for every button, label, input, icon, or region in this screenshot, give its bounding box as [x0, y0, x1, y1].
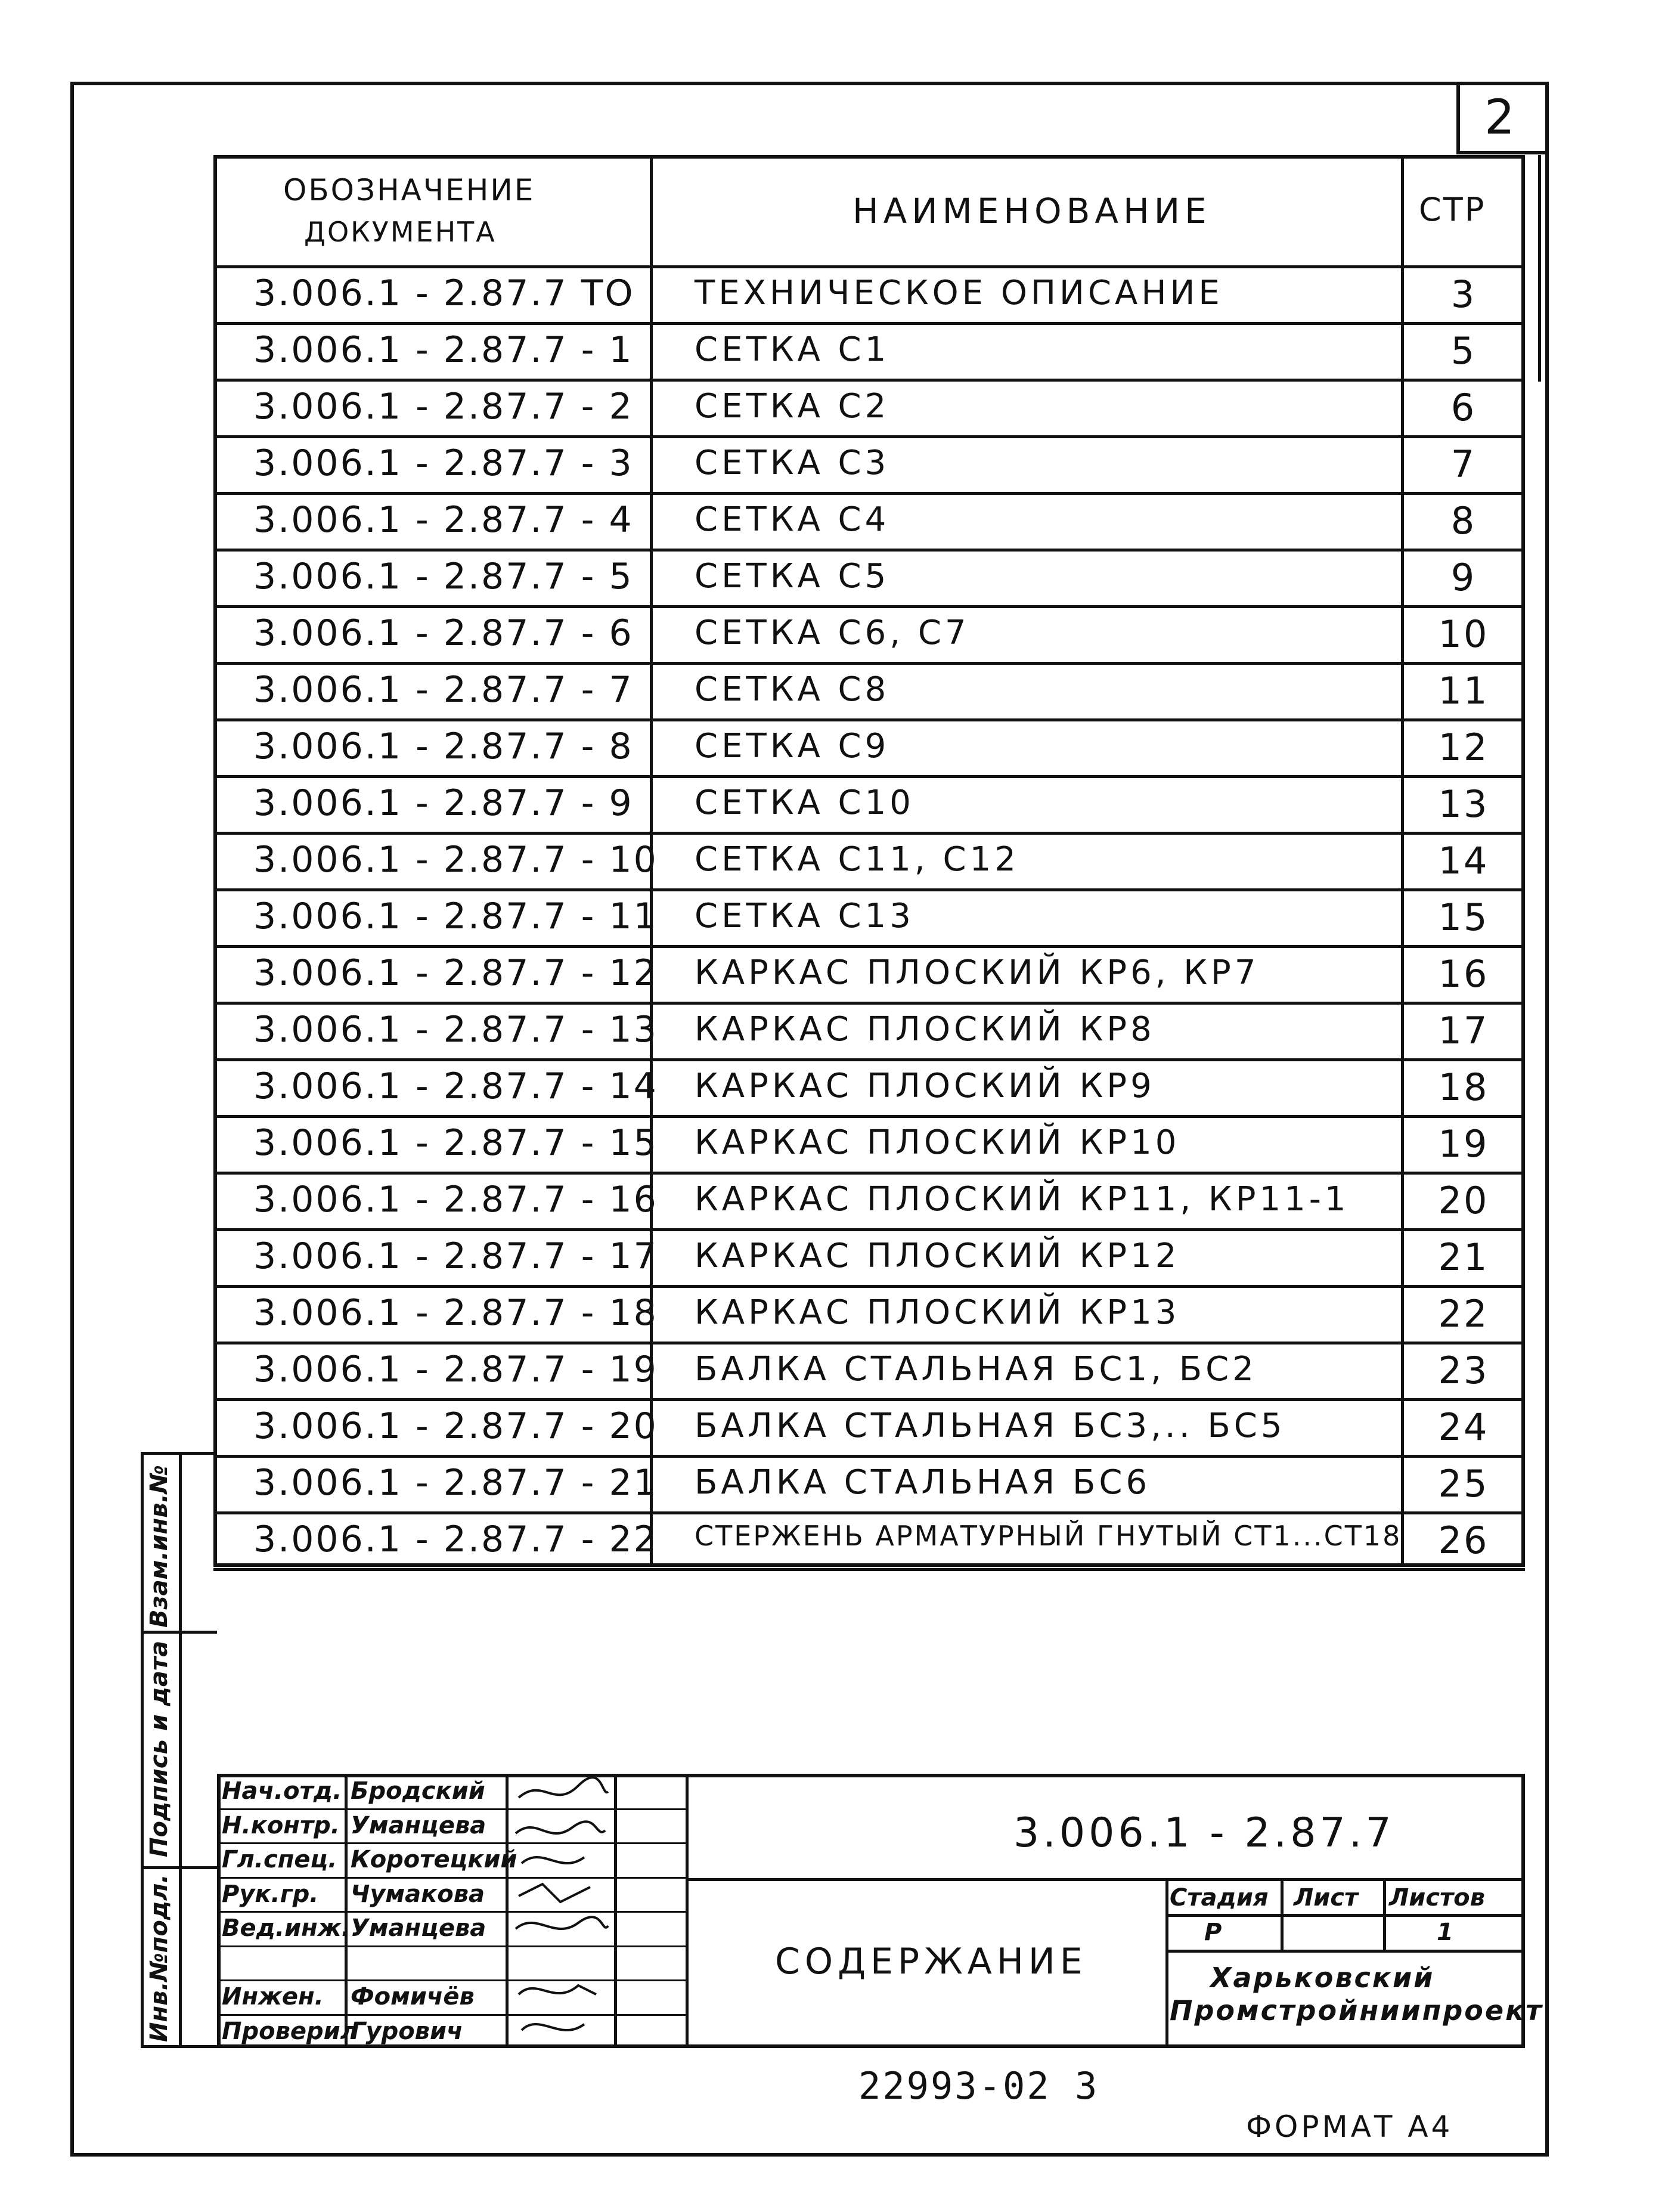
row-code: 3.006.1 - 2.87.7 - 1	[253, 329, 634, 371]
stamp-code-bottom	[686, 1878, 1525, 1881]
row-name: СЕТКА С2	[695, 387, 890, 426]
signatory-row-line	[217, 1808, 686, 1810]
stamp-sheet-label: Лист	[1294, 1884, 1359, 1912]
row-name: СЕТКА С5	[695, 557, 890, 596]
row-code: 3.006.1 - 2.87.7 - 19	[253, 1349, 658, 1390]
row-page: 7	[1450, 442, 1477, 486]
row-name: СЕТКА С4	[695, 500, 890, 539]
signatory-name: Гурович	[351, 2017, 463, 2045]
row-code: 3.006.1 - 2.87.7 - 5	[253, 556, 634, 597]
signatory-row-line	[217, 1979, 686, 1981]
row-name: СЕТКА С13	[695, 897, 914, 935]
signatory-name: Чумакова	[351, 1880, 485, 1908]
stamp-stage-value: Р	[1204, 1919, 1222, 1946]
row-code: 3.006.1 - 2.87.7 - 20	[253, 1405, 658, 1447]
row-separator	[213, 888, 1525, 891]
row-separator	[213, 945, 1525, 948]
signatory-row-line	[217, 1911, 686, 1913]
row-name: КАРКАС ПЛОСКИЙ КР8	[695, 1010, 1155, 1049]
side-label-inv: Инв.№подл.	[145, 1874, 173, 2042]
signature-marks	[507, 1774, 614, 2048]
frame-inner-right	[1538, 155, 1541, 382]
signature-6	[519, 1985, 596, 1994]
row-code: 3.006.1 - 2.87.7 - 9	[253, 782, 634, 824]
header-bottom-line	[213, 265, 1525, 268]
row-code: 3.006.1 - 2.87.7 - 11	[253, 896, 658, 937]
stamp-sheets-value: 1	[1437, 1919, 1453, 1946]
row-code: 3.006.1 - 2.87.7 - 10	[253, 839, 658, 881]
signature-7	[522, 2024, 584, 2030]
row-page: 10	[1438, 612, 1489, 656]
row-code: 3.006.1 - 2.87.7 - 18	[253, 1292, 658, 1334]
row-separator	[213, 379, 1525, 382]
row-name: СЕТКА С9	[695, 727, 890, 766]
row-separator	[213, 1398, 1525, 1401]
row-separator	[213, 1455, 1525, 1458]
row-name: СТЕРЖЕНЬ АРМАТУРНЫЙ ГНУТЫЙ СТ1...СТ18	[695, 1520, 1402, 1552]
row-code: 3.006.1 - 2.87.7 - 21	[253, 1462, 658, 1504]
signatory-row-line	[217, 2014, 686, 2016]
row-separator	[213, 662, 1525, 665]
row-separator	[213, 492, 1525, 495]
row-name: КАРКАС ПЛОСКИЙ КР10	[695, 1123, 1180, 1162]
row-page: 3	[1450, 272, 1477, 316]
stamp-organization-line2: Промстройниипроект	[1170, 1994, 1543, 2027]
row-page: 5	[1450, 329, 1477, 373]
stamp-title: СОДЕРЖАНИЕ	[775, 1941, 1087, 1982]
row-separator	[213, 322, 1525, 325]
row-page: 13	[1438, 782, 1489, 826]
row-page: 6	[1450, 386, 1477, 429]
row-separator	[213, 718, 1525, 721]
row-separator	[213, 1568, 1525, 1571]
row-separator	[213, 1172, 1525, 1175]
sheet-number: 2	[1484, 89, 1517, 145]
row-separator	[213, 1342, 1525, 1344]
signatory-role: Инжен.	[222, 1983, 324, 2010]
header-name: НАИМЕНОВАНИЕ	[852, 191, 1211, 231]
side-label-podpis: Подпись и дата	[145, 1640, 173, 1857]
row-name: СЕТКА С6, С7	[695, 614, 970, 652]
inventory-number: 22993-02 3	[858, 2064, 1099, 2108]
row-code: 3.006.1 - 2.87.7 - 3	[253, 442, 634, 484]
row-name: КАРКАС ПЛОСКИЙ КР11, КР11-1	[695, 1180, 1350, 1219]
row-name: ТЕХНИЧЕСКОЕ ОПИСАНИЕ	[695, 274, 1223, 312]
row-code: 3.006.1 - 2.87.7 - 15	[253, 1122, 658, 1164]
signatory-role: Н.контр.	[222, 1811, 340, 1839]
row-page: 18	[1438, 1065, 1489, 1109]
row-separator	[213, 775, 1525, 778]
row-name: СЕТКА С8	[695, 670, 890, 709]
row-page: 14	[1438, 839, 1489, 882]
row-page: 24	[1438, 1405, 1489, 1449]
row-name: КАРКАС ПЛОСКИЙ КР6, КР7	[695, 953, 1260, 992]
signatory-role: Гл.спец.	[222, 1846, 337, 1873]
row-page: 26	[1438, 1519, 1489, 1562]
format-label: ФОРМАТ А4	[1246, 2109, 1453, 2144]
signatory-role: Проверил	[222, 2017, 358, 2045]
signatory-role: Вед.инж.	[222, 1914, 351, 1942]
header-page: СТР	[1419, 191, 1486, 228]
signatory-row-line	[217, 1842, 686, 1844]
stamp-info-sep2	[1383, 1878, 1386, 1950]
row-page: 12	[1438, 726, 1489, 769]
row-page: 16	[1438, 952, 1489, 996]
row-page: 23	[1438, 1349, 1489, 1392]
signatory-name: Фомичёв	[351, 1983, 475, 2010]
row-page: 15	[1438, 896, 1489, 939]
row-page: 8	[1450, 499, 1477, 543]
side-label-vzam: Взам.инв.№	[145, 1465, 173, 1628]
signatory-role: Нач.отд.	[222, 1777, 342, 1805]
signature-3	[522, 1857, 584, 1863]
row-page: 19	[1438, 1122, 1489, 1166]
row-page: 17	[1438, 1009, 1489, 1052]
header-designation-line2: ДОКУМЕНТА	[304, 216, 497, 248]
row-code: 3.006.1 - 2.87.7 - 6	[253, 612, 634, 654]
row-separator	[213, 1285, 1525, 1288]
row-code: 3.006.1 - 2.87.7 - 8	[253, 726, 634, 767]
signatory-row-line	[217, 1877, 686, 1879]
stamp-col-info	[1165, 1878, 1168, 2048]
signatory-row-line	[217, 1945, 686, 1947]
row-page: 11	[1438, 669, 1489, 712]
row-code: 3.006.1 - 2.87.7 - 12	[253, 952, 658, 994]
signature-1	[519, 1777, 608, 1798]
signatory-name: Коротецкий	[351, 1846, 517, 1873]
row-separator	[213, 1002, 1525, 1005]
stamp-col-date	[686, 1774, 689, 2048]
stamp-organization-line1: Харьковский	[1210, 1962, 1435, 1994]
stamp-info-sep1	[1281, 1878, 1284, 1950]
stamp-info-row2	[1165, 1950, 1525, 1953]
signature-5	[516, 1917, 608, 1929]
row-code: 3.006.1 - 2.87.7 - 4	[253, 499, 634, 541]
row-code: 3.006.1 - 2.87.7 - 7	[253, 669, 634, 711]
row-name: СЕТКА С1	[695, 330, 890, 369]
row-separator	[213, 549, 1525, 552]
row-code: 3.006.1 - 2.87.7 - 14	[253, 1065, 658, 1107]
row-name: БАЛКА СТАЛЬНАЯ БС6	[695, 1463, 1151, 1502]
row-page: 20	[1438, 1179, 1489, 1222]
signatory-name: Уманцева	[351, 1811, 486, 1839]
row-separator	[213, 605, 1525, 608]
row-code: 3.006.1 - 2.87.7 - 2	[253, 386, 634, 427]
row-code: 3.006.1 - 2.87.7 ТО	[253, 272, 635, 314]
row-name: БАЛКА СТАЛЬНАЯ БС3,.. БС5	[695, 1406, 1286, 1445]
row-page: 22	[1438, 1292, 1489, 1336]
row-name: СЕТКА С11, С12	[695, 840, 1019, 879]
row-separator	[213, 1511, 1525, 1514]
row-name: КАРКАС ПЛОСКИЙ КР13	[695, 1293, 1180, 1332]
signatory-name: Уманцева	[351, 1914, 486, 1942]
signatory-role: Рук.гр.	[222, 1880, 319, 1908]
side-inner-line	[179, 1452, 182, 2048]
row-code: 3.006.1 - 2.87.7 - 22	[253, 1519, 658, 1560]
stamp-stage-label: Стадия	[1170, 1884, 1269, 1912]
signature-2	[516, 1821, 605, 1833]
row-name: КАРКАС ПЛОСКИЙ КР9	[695, 1067, 1155, 1105]
header-designation-line1: ОБОЗНАЧЕНИЕ	[283, 173, 535, 207]
stamp-document-code: 3.006.1 - 2.87.7	[1013, 1810, 1395, 1857]
signatory-name: Бродский	[351, 1777, 485, 1805]
row-code: 3.006.1 - 2.87.7 - 16	[253, 1179, 658, 1220]
row-separator	[213, 1228, 1525, 1231]
row-separator	[213, 1115, 1525, 1118]
row-code: 3.006.1 - 2.87.7 - 17	[253, 1235, 658, 1277]
stamp-info-row1	[1165, 1914, 1525, 1917]
row-name: СЕТКА С10	[695, 783, 914, 822]
stamp-sheets-label: Листов	[1389, 1884, 1485, 1912]
row-name: БАЛКА СТАЛЬНАЯ БС1, БС2	[695, 1350, 1257, 1389]
row-name: СЕТКА С3	[695, 444, 890, 482]
row-page: 9	[1450, 556, 1477, 599]
row-page: 25	[1438, 1462, 1489, 1505]
row-code: 3.006.1 - 2.87.7 - 13	[253, 1009, 658, 1051]
row-name: КАРКАС ПЛОСКИЙ КР12	[695, 1237, 1180, 1275]
row-page: 21	[1438, 1235, 1489, 1279]
row-separator	[213, 832, 1525, 835]
signature-4	[519, 1884, 590, 1902]
row-separator	[213, 435, 1525, 438]
row-separator	[213, 1058, 1525, 1061]
